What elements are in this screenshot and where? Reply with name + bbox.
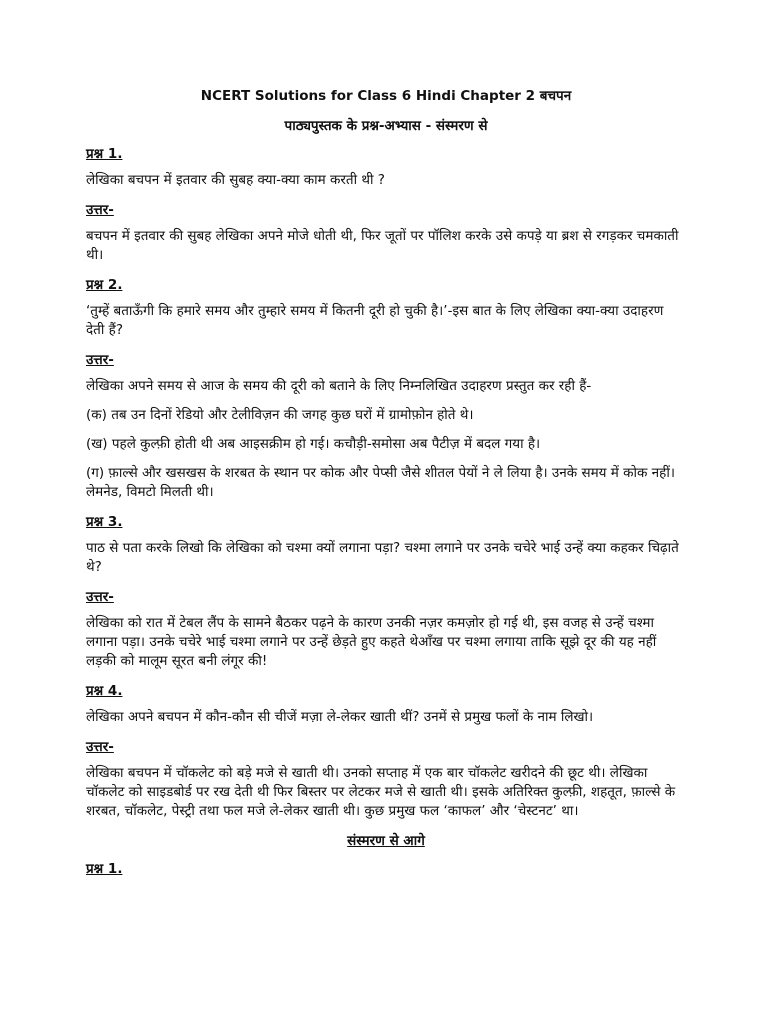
question-1-text: लेखिका बचपन में इतवार की सुबह क्या-क्या काम करती थी ? [86,172,385,188]
question-1-label: प्रश्न 1. [86,146,123,162]
answer-1-label: उत्तर- [86,202,114,218]
answer-2-point-ka: (क) तब उन दिनों रेडियो और टेलीविज़न की जगह कुछ घरों में ग्रामोफ़ोन होते थे। [86,407,474,423]
question-4-label: प्रश्न 4. [86,683,123,699]
document-title: NCERT Solutions for Class 6 Hindi Chapter 2 बचपन [200,88,572,104]
question-2-label: प्रश्न 2. [86,277,123,293]
question-4-text: लेखिका अपने बचपन में कौन-कौन सी चीजें मज़ा ले-लेकर खाती थीं? उनमें से प्रमुख फलों के नाम लिखो। [86,709,594,725]
answer-2-point-kha: (ख) पहले कुल्फ़ी होती थी अब आइसक्रीम हो गई। कचौड़ी-समोसा अब पैटीज़ में बदल गया है। [86,436,541,452]
question-2-text: ‘तुम्हें बताऊँगी कि हमारे समय और तुम्हारे समय में कितनी दूरी हो चुकी है।’-इस बात के लिए लेखिका क्या-क्या उदाहरण देती हैं? [86,303,664,338]
section-2-heading: संस्मरण से आगे [347,833,425,849]
answer-1-text: बचपन में इतवार की सुबह लेखिका अपने मोजे धोती थी, फिर जूतों पर पॉलिश करके उसे कपड़े या ब्रश से रगड़कर चमकाती थी। [86,228,679,263]
answer-2-intro: लेखिका अपने समय से आज के समय की दूरी को बताने के लिए निम्नलिखित उदाहरण प्रस्तुत कर रही हैं- [86,378,592,394]
question-3-text: पाठ से पता करके लिखो कि लेखिका को चश्मा क्यों लगाना पड़ा? चश्मा लगाने पर उनके चचेरे भाई उन्हें क्या कहकर चिढ़ाते थे? [86,540,679,575]
document-page [86,86,686,886]
answer-4-label: उत्तर- [86,739,114,755]
answer-2-label: उत्तर- [86,352,114,368]
section-subtitle: पाठ्यपुस्तक के प्रश्न-अभ्यास - संस्मरण से [284,118,488,134]
answer-2-point-ga: (ग) फ़ाल्से और खसखस के शरबत के स्थान पर कोक और पेप्सी जैसे शीतल पेयों ने ले लिया है। उनके समय में कोक नहीं। लेमनेड, विमटो मिलती थी। [86,465,675,500]
answer-4-text: लेखिका बचपन में चॉकलेट को बड़े मजे से खाती थी। उनको सप्ताह में एक बार चॉकलेट खरीदने की छूट थी। लेखिका चॉकलेट को साइडबोर्ड पर रख देती थी फिर बिस्तर पर लेटकर मजे से खाती थी। इसके अतिरिक्त कुल्फ़ी, शहतूत, फ़ाल्से के शरबत, चॉकलेट, पेस्ट्री तथा फल मजे ले-लेकर खाती थी। कुछ प्रमुख फल ‘काफल’ और ‘चेस्टनट’ था। [86,765,676,819]
question-3-label: प्रश्न 3. [86,514,123,530]
answer-3-text: लेखिका को रात में टेबल लैंप के सामने बैठकर पढ़ने के कारण उनकी नज़र कमज़ोर हो गई थी, इस वजह से उन्हें चश्मा लगाना पड़ा। उनके चचेरे भाई चश्मा लगाने पर उन्हें छेड़ते हुए कहते थेआँख पर चश्मा लगाया ताकि सूझे दूर की यह नहीं लड़की को मालूम सूरत बनी लंगूर की! [86,615,657,669]
answer-3-label: उत्तर- [86,589,114,605]
section-2-question-1-label: प्रश्न 1. [86,861,123,877]
